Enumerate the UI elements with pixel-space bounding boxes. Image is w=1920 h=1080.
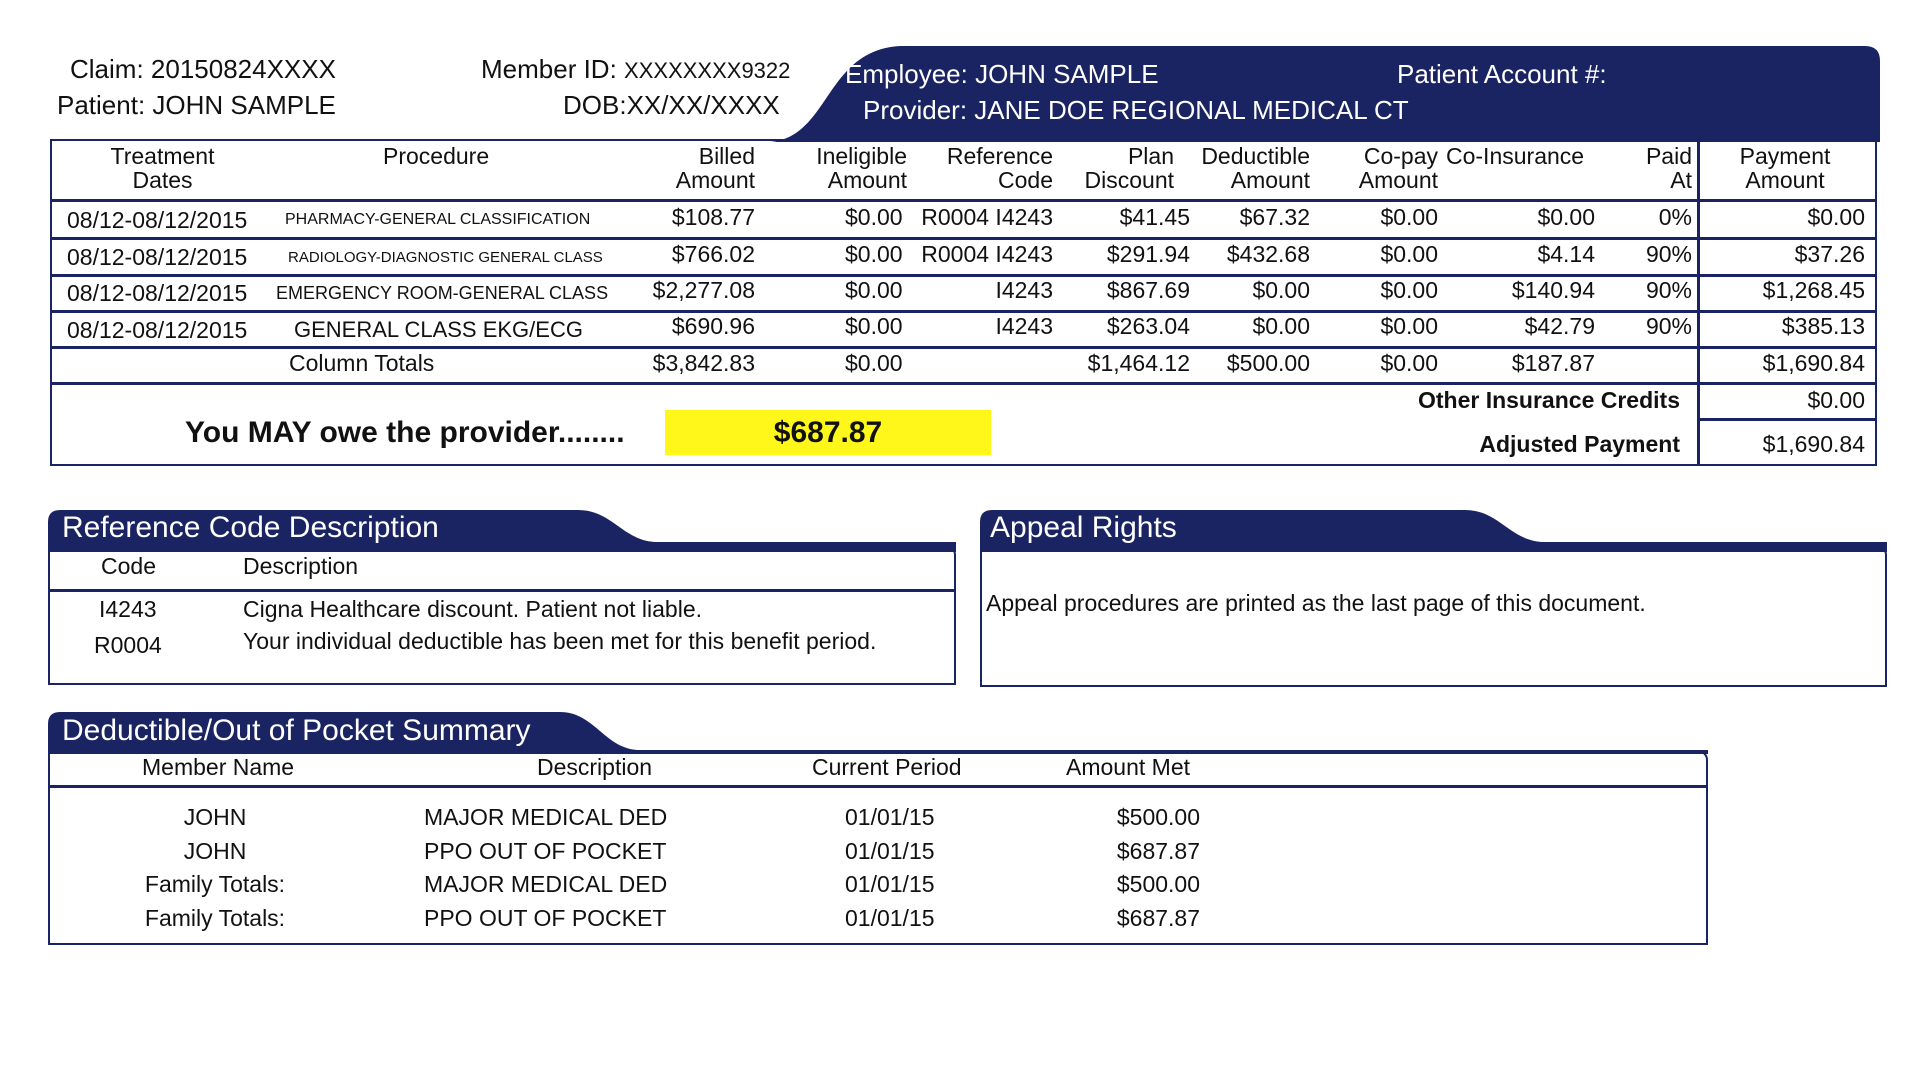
table-rule — [50, 237, 1877, 240]
ref-description-header: Description — [243, 553, 359, 579]
ded-row4-member: Family Totals: — [144, 905, 286, 931]
row3-paid-at: 90% — [1645, 277, 1692, 303]
ded-row2-description: PPO OUT OF POCKET — [424, 838, 667, 864]
ded-row3-description: MAJOR MEDICAL DED — [424, 871, 668, 897]
totals-billed: $3,842.83 — [652, 350, 755, 376]
row4-dates: 08/12-08/12/2015 — [67, 317, 248, 343]
ref-code-header: Code — [101, 553, 156, 579]
owe-label: You MAY owe the provider........ — [185, 416, 625, 449]
claim-number: Claim: 20150824XXXX — [70, 54, 336, 84]
header-payment-amount: Payment Amount — [1739, 143, 1831, 193]
row4-billed: $690.96 — [671, 313, 755, 339]
row2-ref-code: R0004 I4243 — [921, 241, 1053, 267]
row3-deductible: $0.00 — [1252, 277, 1310, 303]
ded-header-description: Description — [537, 754, 653, 780]
row1-procedure: PHARMACY-GENERAL CLASSIFICATION — [285, 211, 591, 228]
row4-ref-code: I4243 — [995, 313, 1053, 339]
ded-row2-member: JOHN — [183, 838, 247, 864]
header-deductible-amount: Deductible Amount — [1201, 143, 1310, 193]
appeal-rights-box — [980, 545, 1887, 687]
row1-paid-at: 0% — [1658, 204, 1692, 230]
row3-dates: 08/12-08/12/2015 — [67, 280, 248, 306]
row3-plan-discount: $867.69 — [1106, 277, 1190, 303]
owe-amount: $687.87 — [773, 416, 883, 449]
row4-payment: $385.13 — [1781, 313, 1865, 339]
ded-row4-period: 01/01/15 — [845, 905, 935, 931]
totals-coinsurance: $187.87 — [1511, 350, 1595, 376]
row4-coinsurance: $42.79 — [1524, 313, 1595, 339]
ded-header-amount: Amount Met — [1066, 754, 1190, 780]
adjusted-payment-value: $1,690.84 — [1762, 431, 1865, 457]
row1-deductible: $67.32 — [1239, 204, 1310, 230]
row3-billed: $2,277.08 — [652, 277, 755, 303]
ded-header-period: Current Period — [812, 754, 962, 780]
table-rule — [1698, 418, 1877, 421]
header-paid-at: Paid At — [1645, 143, 1692, 193]
row2-plan-discount: $291.94 — [1106, 241, 1190, 267]
header-copay-amount: Co-pay Amount — [1358, 143, 1438, 193]
table-rule — [50, 346, 1877, 349]
row4-ineligible: $0.00 — [845, 313, 903, 339]
row1-copay: $0.00 — [1380, 204, 1438, 230]
row1-billed: $108.77 — [671, 204, 755, 230]
ref-code-1: I4243 — [99, 596, 157, 622]
ded-row2-period: 01/01/15 — [845, 838, 935, 864]
row3-ref-code: I4243 — [995, 277, 1053, 303]
header-treatment-dates: Treatment Dates — [110, 143, 215, 193]
ded-row3-period: 01/01/15 — [845, 871, 935, 897]
row1-ref-code: R0004 I4243 — [921, 204, 1053, 230]
dob: DOB:XX/XX/XXXX — [563, 90, 780, 120]
row4-plan-discount: $263.04 — [1106, 313, 1190, 339]
ref-description-2: Your individual deductible has been met for this benefit period. — [243, 628, 877, 654]
totals-ineligible: $0.00 — [845, 350, 903, 376]
employee-name: Employee: JOHN SAMPLE — [845, 59, 1159, 89]
table-rule — [50, 274, 1877, 277]
appeal-rights-title: Appeal Rights — [990, 511, 1177, 544]
header-coinsurance: Co-Insurance — [1446, 143, 1585, 169]
totals-plan-discount: $1,464.12 — [1087, 350, 1190, 376]
row2-procedure: RADIOLOGY-DIAGNOSTIC GENERAL CLASS — [288, 249, 603, 266]
row4-copay: $0.00 — [1380, 313, 1438, 339]
totals-copay: $0.00 — [1380, 350, 1438, 376]
ded-header-member: Member Name — [142, 754, 295, 780]
ded-row3-amount: $500.00 — [1116, 871, 1200, 897]
ded-row1-member: JOHN — [183, 804, 247, 830]
patient-account: Patient Account #: — [1397, 59, 1607, 89]
table-rule — [50, 382, 1877, 385]
table-rule — [50, 310, 1877, 313]
deductible-header-rule — [48, 785, 1708, 788]
ref-description-1: Cigna Healthcare discount. Patient not liable. — [243, 596, 703, 622]
row2-billed: $766.02 — [671, 241, 755, 267]
header-ineligible-amount: Ineligible Amount — [816, 143, 907, 193]
totals-label: Column Totals — [289, 350, 435, 376]
ref-code-2: R0004 — [94, 632, 162, 658]
other-insurance-value: $0.00 — [1807, 387, 1865, 413]
owe-highlight — [665, 410, 991, 455]
header-billed-amount: Billed Amount — [675, 143, 755, 193]
table-divider — [1697, 139, 1700, 466]
ded-row1-amount: $500.00 — [1116, 804, 1200, 830]
ded-row3-member: Family Totals: — [144, 871, 286, 897]
row1-payment: $0.00 — [1807, 204, 1865, 230]
reference-header-rule — [48, 589, 956, 592]
header-procedure: Procedure — [383, 143, 490, 169]
row3-ineligible: $0.00 — [845, 277, 903, 303]
row2-dates: 08/12-08/12/2015 — [67, 244, 248, 270]
ded-row4-description: PPO OUT OF POCKET — [424, 905, 667, 931]
ded-row2-amount: $687.87 — [1116, 838, 1200, 864]
other-insurance-label: Other Insurance Credits — [1417, 387, 1680, 413]
table-rule — [50, 199, 1877, 202]
totals-payment: $1,690.84 — [1762, 350, 1865, 376]
row2-ineligible: $0.00 — [845, 241, 903, 267]
row3-procedure: EMERGENCY ROOM-GENERAL CLASS — [276, 283, 609, 303]
deductible-summary-title: Deductible/Out of Pocket Summary — [62, 714, 531, 747]
row2-payment: $37.26 — [1794, 241, 1865, 267]
row2-coinsurance: $4.14 — [1537, 241, 1595, 267]
provider-name: Provider: JANE DOE REGIONAL MEDICAL CT — [863, 95, 1409, 125]
row1-dates: 08/12-08/12/2015 — [67, 207, 248, 233]
row1-ineligible: $0.00 — [845, 204, 903, 230]
row4-deductible: $0.00 — [1252, 313, 1310, 339]
row2-copay: $0.00 — [1380, 241, 1438, 267]
row4-paid-at: 90% — [1645, 313, 1692, 339]
totals-deductible: $500.00 — [1226, 350, 1310, 376]
row3-coinsurance: $140.94 — [1511, 277, 1595, 303]
header-plan-discount: Plan Discount — [1084, 143, 1174, 193]
member-id: Member ID: XXXXXXXX9322 — [481, 54, 791, 84]
adjusted-payment-label: Adjusted Payment — [1479, 431, 1680, 457]
patient-name: Patient: JOHN SAMPLE — [57, 90, 336, 120]
reference-code-title: Reference Code Description — [62, 511, 439, 544]
row2-deductible: $432.68 — [1226, 241, 1310, 267]
row4-procedure: GENERAL CLASS EKG/ECG — [294, 317, 583, 342]
row1-plan-discount: $41.45 — [1119, 204, 1190, 230]
header-reference-code: Reference Code — [946, 143, 1053, 193]
ded-row1-description: MAJOR MEDICAL DED — [424, 804, 668, 830]
row3-copay: $0.00 — [1380, 277, 1438, 303]
appeal-text: Appeal procedures are printed as the last page of this document. — [986, 590, 1646, 616]
ded-row1-period: 01/01/15 — [845, 804, 935, 830]
ded-row4-amount: $687.87 — [1116, 905, 1200, 931]
row2-paid-at: 90% — [1645, 241, 1692, 267]
row3-payment: $1,268.45 — [1762, 277, 1865, 303]
row1-coinsurance: $0.00 — [1537, 204, 1595, 230]
